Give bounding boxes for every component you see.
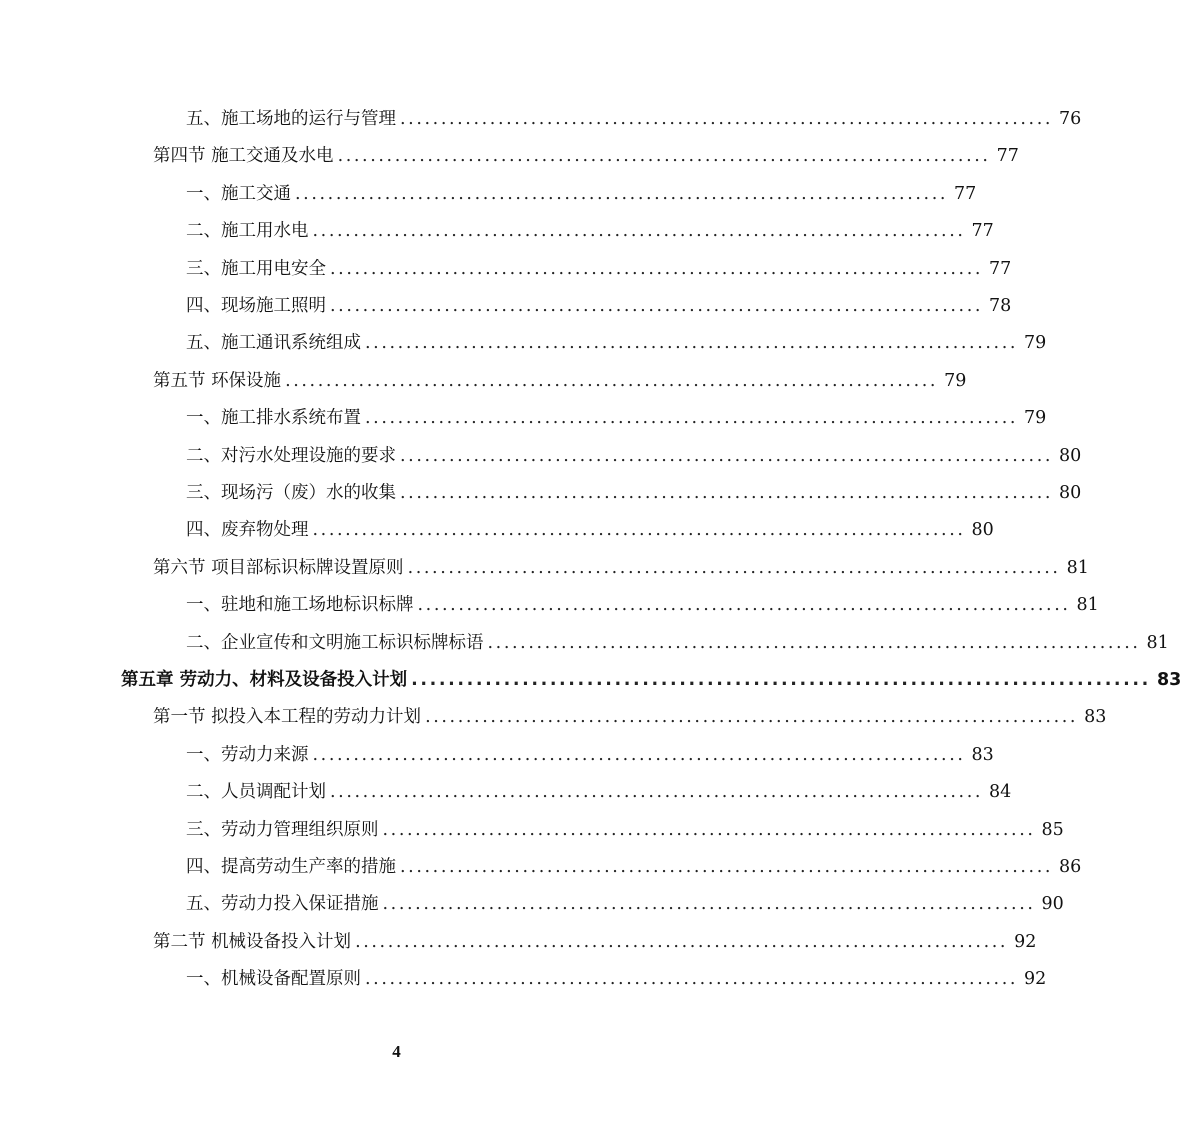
toc-entry-page: 83 bbox=[1084, 707, 1107, 728]
toc-section-entry[interactable] bbox=[0, 363, 967, 400]
toc-entry-title: 二、对污水处理设施的要求 bbox=[186, 445, 396, 466]
toc-chapter-entry[interactable] bbox=[0, 662, 1181, 699]
toc-entry-page: 80 bbox=[1059, 445, 1082, 466]
toc-entry-title: 一、机械设备配置原则 bbox=[186, 969, 361, 990]
toc-entry-page: 77 bbox=[954, 183, 977, 204]
toc-entry-title: 三、施工用电安全 bbox=[186, 258, 326, 279]
toc-entry-page: 92 bbox=[1024, 969, 1047, 990]
toc-leader-dots: ................................................................................ bbox=[382, 819, 1036, 840]
toc-leader-dots: ................................................................................ bbox=[295, 183, 949, 204]
toc-entry-page: 81 bbox=[1146, 632, 1169, 653]
toc-entry-page: 86 bbox=[1059, 857, 1082, 877]
toc-section-entry[interactable] bbox=[0, 550, 1089, 587]
toc-entry-page: 79 bbox=[1024, 333, 1047, 354]
toc-entry-title: 第二节 机械设备投入计划 bbox=[153, 931, 352, 952]
toc-entry-title: 第五章 劳动力、材料及设备投入计划 bbox=[121, 670, 408, 690]
toc-entry-page: 77 bbox=[989, 258, 1012, 279]
toc-leader-dots: ................................................................................ bbox=[382, 894, 1036, 915]
toc-subsection-entry[interactable] bbox=[0, 213, 994, 250]
toc-subsection-entry[interactable] bbox=[0, 587, 1099, 624]
toc-subsection-entry[interactable] bbox=[0, 886, 1064, 923]
toc-leader-dots: ................................................................................ bbox=[330, 296, 984, 316]
toc-leader-dots: ................................................................................ bbox=[400, 857, 1054, 877]
toc-subsection-entry[interactable] bbox=[0, 512, 994, 549]
toc-entry-title: 二、人员调配计划 bbox=[186, 782, 326, 803]
toc-entry-page: 83 bbox=[1156, 670, 1181, 690]
toc-leader-dots: ................................................................................ bbox=[365, 408, 1019, 429]
toc-entry-page: 79 bbox=[944, 370, 967, 391]
toc-entry-title: 四、现场施工照明 bbox=[186, 296, 326, 316]
toc-entry-title: 三、劳动力管理组织原则 bbox=[186, 819, 379, 840]
toc-subsection-entry[interactable] bbox=[0, 961, 1047, 998]
toc-leader-dots: ................................................................................ bbox=[337, 146, 991, 167]
toc-entry-title: 四、废弃物处理 bbox=[186, 520, 309, 541]
toc-entry-title: 二、企业宣传和文明施工标识标牌标语 bbox=[186, 632, 484, 653]
toc-leader-dots: ................................................................................ bbox=[400, 483, 1054, 503]
toc-entry-page: 81 bbox=[1076, 595, 1099, 616]
toc-entry-title: 一、施工排水系统布置 bbox=[186, 408, 361, 429]
toc-entry-title: 一、劳动力来源 bbox=[186, 744, 309, 765]
toc-entry-page: 80 bbox=[971, 520, 994, 541]
toc-section-entry[interactable] bbox=[0, 138, 1019, 175]
toc-subsection-entry[interactable] bbox=[0, 774, 1012, 811]
toc-entry-title: 二、施工用水电 bbox=[186, 221, 309, 242]
toc-entry-title: 五、劳动力投入保证措施 bbox=[186, 894, 379, 915]
toc-leader-dots: ................................................................................ bbox=[285, 370, 939, 391]
toc-entry-title: 一、施工交通 bbox=[186, 183, 291, 204]
toc-leader-dots: ................................................................................ bbox=[365, 333, 1019, 354]
toc-entry-title: 五、施工场地的运行与管理 bbox=[186, 109, 396, 129]
toc-section-entry[interactable] bbox=[0, 699, 1107, 736]
toc-leader-dots: ................................................................................ bbox=[312, 221, 966, 242]
toc-entry-title: 五、施工通讯系统组成 bbox=[186, 333, 361, 354]
toc-entry-page: 79 bbox=[1024, 408, 1047, 429]
page-number: 4 bbox=[392, 1042, 401, 1061]
toc-entry-title: 第一节 拟投入本工程的劳动力计划 bbox=[153, 707, 422, 728]
toc-leader-dots: ................................................................................ bbox=[407, 557, 1061, 578]
toc-subsection-entry[interactable] bbox=[0, 438, 1082, 475]
toc-leader-dots: ................................................................................ bbox=[487, 632, 1141, 653]
toc-leader-dots: ................................................................................ bbox=[330, 258, 984, 279]
toc-entry-page: 77 bbox=[971, 221, 994, 242]
toc-entry-page: 77 bbox=[996, 146, 1019, 167]
toc-subsection-entry[interactable] bbox=[0, 475, 1082, 512]
toc-subsection-entry[interactable] bbox=[0, 101, 1082, 138]
toc-entry-page: 80 bbox=[1059, 483, 1082, 503]
toc-entry-page: 90 bbox=[1041, 894, 1064, 915]
toc-entry-page: 92 bbox=[1014, 931, 1037, 952]
toc-leader-dots: ................................................................................ bbox=[312, 744, 966, 765]
toc-entry-page: 83 bbox=[971, 744, 994, 765]
toc-leader-dots: ................................................................................ bbox=[355, 931, 1009, 952]
toc-subsection-entry[interactable] bbox=[0, 849, 1082, 886]
toc-subsection-entry[interactable] bbox=[0, 400, 1047, 437]
toc-leader-dots: ................................................................................ bbox=[411, 670, 1151, 690]
toc-subsection-entry[interactable] bbox=[0, 251, 1012, 288]
toc-entry-page: 78 bbox=[989, 296, 1012, 316]
toc-entry-title: 三、现场污（废）水的收集 bbox=[186, 483, 396, 503]
toc-leader-dots: ................................................................................ bbox=[365, 969, 1019, 990]
toc-entry-page: 76 bbox=[1059, 109, 1082, 129]
toc-entry-title: 四、提高劳动生产率的措施 bbox=[186, 857, 396, 877]
toc-leader-dots: ................................................................................ bbox=[425, 707, 1079, 728]
toc-leader-dots: ................................................................................ bbox=[417, 595, 1071, 616]
toc-subsection-entry[interactable] bbox=[0, 176, 977, 213]
toc-entry-title: 一、驻地和施工场地标识标牌 bbox=[186, 595, 414, 616]
toc-subsection-entry[interactable] bbox=[0, 288, 1012, 325]
toc-subsection-entry[interactable] bbox=[0, 325, 1047, 362]
toc-entry-page: 84 bbox=[989, 782, 1012, 803]
toc-leader-dots: ................................................................................ bbox=[330, 782, 984, 803]
toc-subsection-entry[interactable] bbox=[0, 812, 1064, 849]
toc-entry-title: 第五节 环保设施 bbox=[153, 370, 282, 391]
toc-leader-dots: ................................................................................ bbox=[400, 445, 1054, 466]
toc-entry-title: 第四节 施工交通及水电 bbox=[153, 146, 334, 167]
toc-entry-page: 85 bbox=[1041, 819, 1064, 840]
toc-section-entry[interactable] bbox=[0, 924, 1037, 961]
toc-entry-page: 81 bbox=[1066, 557, 1089, 578]
toc-entry-title: 第六节 项目部标识标牌设置原则 bbox=[153, 557, 404, 578]
toc-subsection-entry[interactable] bbox=[0, 737, 994, 774]
toc-leader-dots: ................................................................................ bbox=[400, 109, 1054, 129]
toc-leader-dots: ................................................................................ bbox=[312, 520, 966, 541]
toc-subsection-entry[interactable] bbox=[0, 625, 1169, 662]
